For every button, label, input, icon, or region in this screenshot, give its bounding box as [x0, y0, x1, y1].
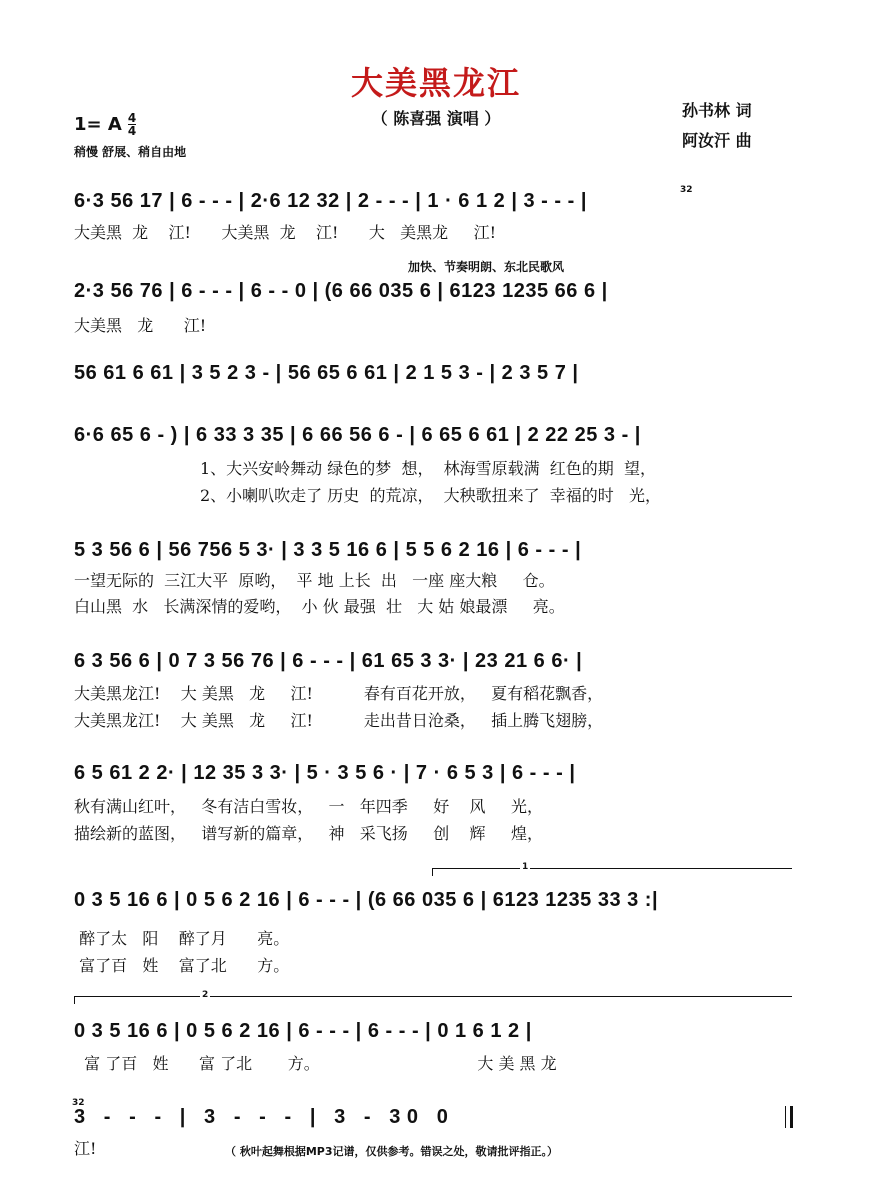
music-line-3: 56 61 6 61 | 3 5 2 3 - | 56 65 6 61 | 2 1 5 3 - | 2 3 5 7 | [74, 362, 579, 384]
lyric-line-2: 大美黑 龙 江! [74, 316, 207, 335]
music-line-6: 6 3 56 6 | 0 7 3 56 76 | 6 - - - | 61 65 3 3· | 23 21 6 6· | [74, 650, 583, 672]
grace-note-2: 32 [72, 1098, 85, 1108]
footer-note: （ 秋叶起舞根据MP3记谱，仅供参考。错误之处，敬请批评指正。） [225, 1145, 558, 1158]
time-denominator: 4 [127, 124, 137, 138]
lyric-line-7a: 秋有满山红叶， 冬有洁白雪妆， 一 年四季 好 风 光， [74, 797, 543, 816]
music-line-1: 6·3 56 17 | 6 - - - | 2·6 12 32 | 2 - - - | 1 · 6 1 2 | 3 - - - | [74, 190, 587, 212]
lyric-line-7b: 描绘新的蓝图， 谱写新的篇章， 神 采飞扬 创 辉 煌， [74, 824, 543, 843]
lyric-line-5a: 一望无际的 三江大平 原哟， 平 地 上长 出 一座 座大粮 仓。 [74, 571, 555, 590]
music-line-10: 3 - - - | 3 - - - | 3 - 3 0 0 [74, 1106, 449, 1128]
lyric-line-10: 江! [74, 1139, 97, 1158]
time-signature [128, 112, 136, 137]
song-title: 大美黑龙江 [350, 64, 521, 102]
lyric-line-1: 大美黑 龙 江! 大美黑 龙 江! 大 美黑龙 江! [74, 223, 497, 242]
key-signature [74, 112, 136, 137]
second-ending-bracket [74, 996, 792, 997]
lyric-line-4a: 1、大兴安岭舞动 绿色的梦 想， 林海雪原载满 红色的期 望， [200, 459, 656, 478]
music-line-7: 6 5 61 2 2· | 12 35 3 3· | 5 · 3 5 6 · | 7 · 6 5 3 | 6 - - - | [74, 762, 576, 784]
composer-credit: 阿汝汗 曲 [682, 131, 752, 150]
lyric-line-9: 富 了百 姓 富 了北 方。 大 美 黑 龙 [74, 1054, 557, 1073]
time-numerator: 4 [127, 111, 137, 125]
lyric-line-8b: 富了百 姓 富了北 方。 [74, 956, 290, 975]
first-ending-number: 1 [522, 862, 529, 872]
tempo-marking: 稍慢 舒展、稍自由地 [74, 145, 187, 159]
lyric-line-8a: 醉了太 阳 醉了月 亮。 [74, 929, 290, 948]
lyric-line-6a: 大美黑龙江! 大 美黑 龙 江! 春有百花开放， 夏有稻花飘香， [74, 684, 604, 703]
grace-note-1: 32 [680, 185, 693, 195]
music-line-5: 5 3 56 6 | 56 756 5 3· | 3 3 5 16 6 | 5 5 6 2 16 | 6 - - - | [74, 539, 582, 561]
lyric-line-4b: 2、小喇叭吹走了 历史 的荒凉， 大秧歌扭来了 幸福的时 光， [200, 486, 662, 505]
music-line-8: 0 3 5 16 6 | 0 5 6 2 16 | 6 - - - | (6 66 035 6 | 6123 1235 33 3 :| [74, 889, 659, 911]
music-line-4: 6·6 65 6 - ) | 6 33 3 35 | 6 66 56 6 - | 6 65 6 61 | 2 22 25 3 - | [74, 424, 641, 446]
second-ending-number: 2 [202, 990, 209, 1000]
section-tempo-marking: 加快、节奏明朗、东北民歌风 [408, 260, 565, 274]
music-line-2: 2·3 56 76 | 6 - - - | 6 - - 0 | (6 66 035 6 | 6123 1235 66 6 | [74, 280, 608, 302]
final-barline-thin [785, 1106, 786, 1128]
key-label: 1= A [74, 114, 122, 135]
first-ending-bracket [432, 868, 792, 869]
lyric-line-5b: 白山黑 水 长满深情的爱哟， 小 伙 最强 壮 大 姑 娘最漂 亮。 [74, 597, 565, 616]
lyricist-credit: 孙书林 词 [682, 101, 752, 120]
final-barline-thick [790, 1106, 793, 1128]
music-line-9: 0 3 5 16 6 | 0 5 6 2 16 | 6 - - - | 6 - - - | 0 1 6 1 2 | [74, 1020, 532, 1042]
performer-subtitle: （ 陈喜强 演唱 ） [371, 109, 501, 128]
lyric-line-6b: 大美黑龙江! 大 美黑 龙 江! 走出昔日沧桑， 插上腾飞翅膀， [74, 711, 604, 730]
